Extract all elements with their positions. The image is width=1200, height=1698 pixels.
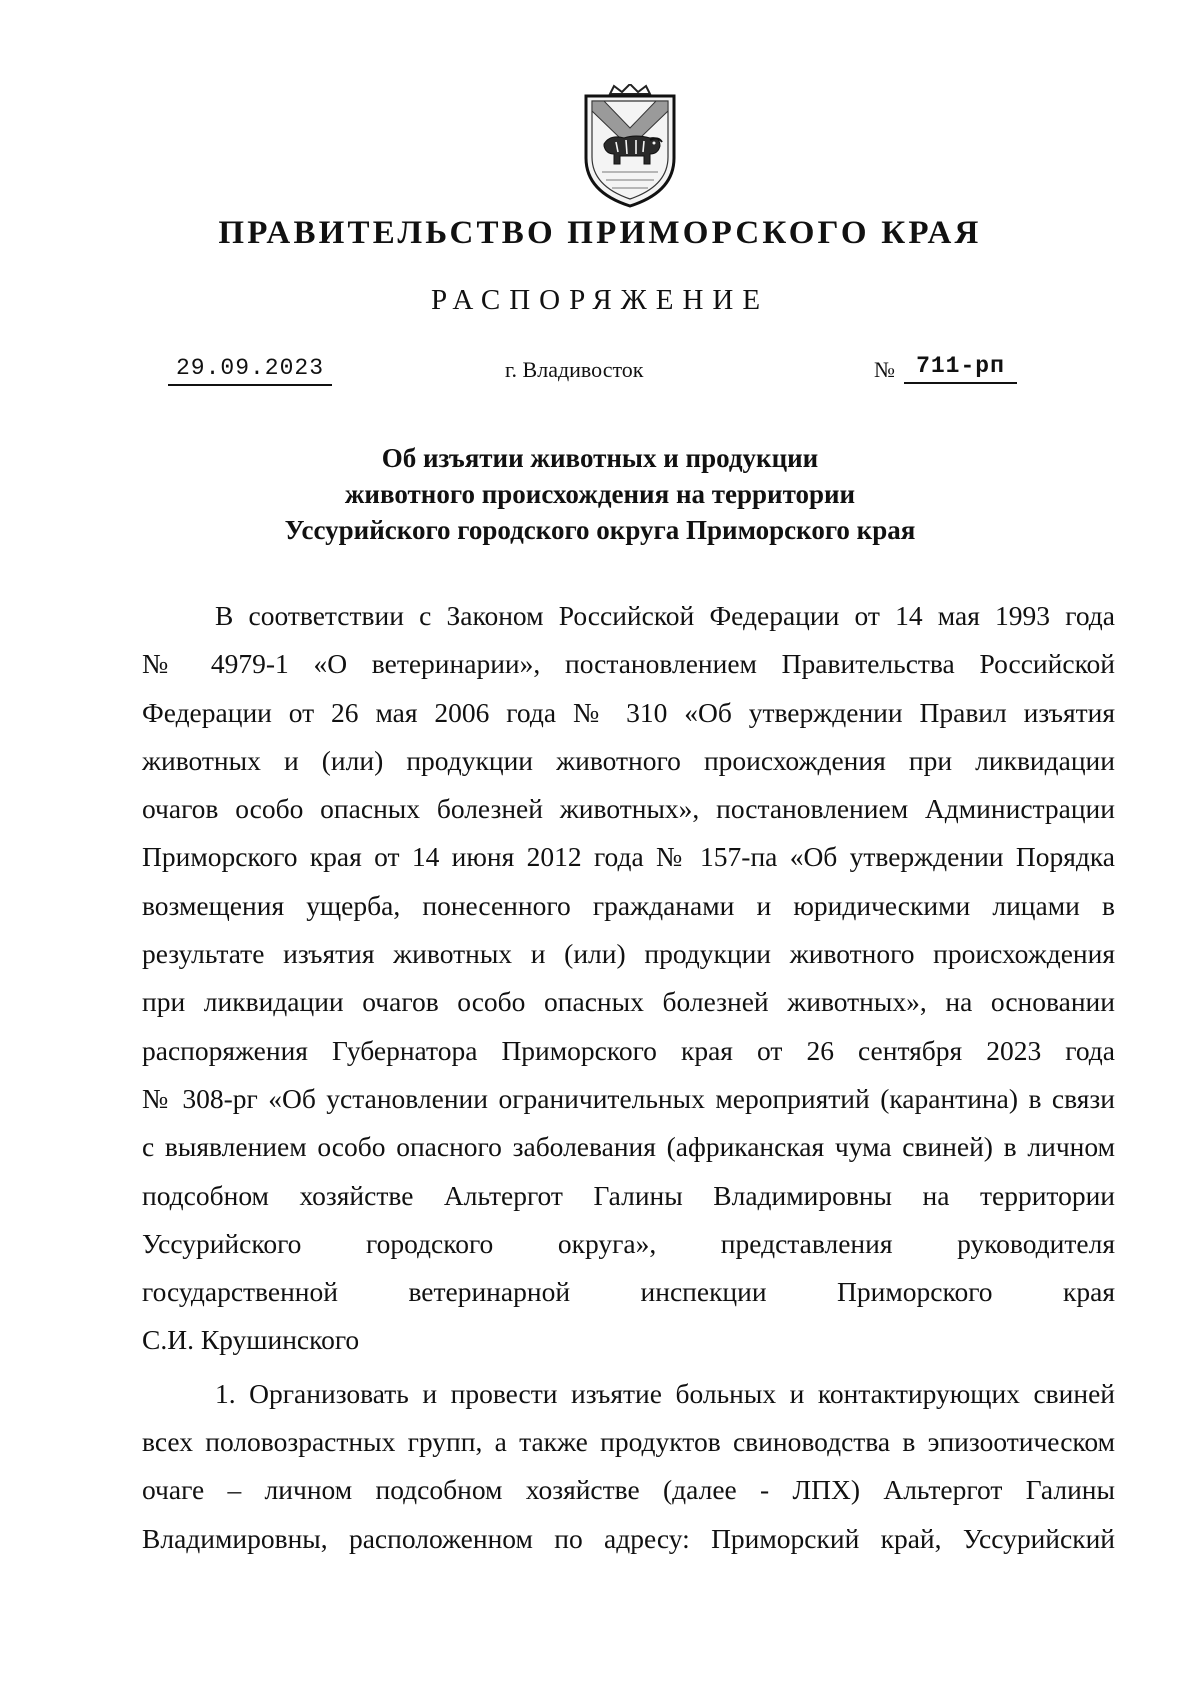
title-line: Об изъятии животных и продукции <box>381 443 819 473</box>
document-type: РАСПОРЯЖЕНИЕ <box>430 284 770 316</box>
document-city: г. Владивосток <box>505 357 644 382</box>
item-1-paragraph <box>142 1370 1115 1563</box>
title-line: Уссурийского городского округа Приморского края <box>284 515 916 545</box>
coat-of-arms-emblem <box>580 84 680 208</box>
body-line: при ликвидации очагов особо опасных болезней животных», на основании <box>142 986 1115 1018</box>
body-line: животных и (или) продукции животного происхождения при ликвидации <box>142 744 1115 776</box>
body-line: результате изъятия животных и (или) продукции животного происхождения <box>142 938 1115 970</box>
preamble-paragraph <box>142 592 1115 1365</box>
body-line: Владимировны, расположенном по адресу: Приморский край, Уссурийский <box>142 1522 1115 1554</box>
document-number: 711-рп <box>904 352 1017 384</box>
organization-name: ПРАВИТЕЛЬСТВО ПРИМОРСКОГО КРАЯ <box>218 215 982 251</box>
body-line: подсобном хозяйстве Альтергот Галины Владимировны на территории <box>142 1179 1115 1211</box>
body-line: № 308-рг «Об установлении ограничительных мероприятий (карантина) в связи <box>142 1082 1115 1114</box>
body-line: с выявлением особо опасного заболевания (африканская чума свиней) в личном <box>142 1131 1115 1163</box>
body-line: Федерации от 26 мая 2006 года № 310 «Об утверждении Правил изъятия <box>142 696 1115 728</box>
body-line: распоряжения Губернатора Приморского края от 26 сентября 2023 года <box>142 1034 1115 1066</box>
primorsky-krai-coat-of-arms-icon <box>580 84 680 208</box>
document-number-sign: № <box>874 357 895 382</box>
body-line: 1. Организовать и провести изъятие больных и контактирующих свиней <box>215 1377 1115 1409</box>
body-line: государственной ветеринарной инспекции Приморского края <box>142 1276 1115 1308</box>
body-line: С.И. Крушинского <box>142 1324 360 1356</box>
body-line: возмещения ущерба, понесенного гражданами и юридическими лицами в <box>142 889 1115 921</box>
body-line: очагов особо опасных болезней животных», постановлением Администрации <box>142 793 1115 825</box>
body-line: Уссурийского городского округа», представления руководителя <box>142 1227 1115 1259</box>
body-line: В соответствии с Законом Российской Федерации от 14 мая 1993 года <box>215 600 1115 631</box>
body-line: Приморского края от 14 июня 2012 года № 157-па «Об утверждении Порядка <box>142 841 1115 873</box>
document-body <box>142 592 1115 1563</box>
body-line: очаге – личном подсобном хозяйстве (далее - ЛПХ) Альтергот Галины <box>142 1474 1115 1506</box>
document-title <box>0 440 1200 548</box>
body-line: № 4979-1 «О ветеринарии», постановлением Правительства Российской <box>142 648 1115 680</box>
body-line: всех половозрастных групп, а также продуктов свиноводства в эпизоотическом <box>142 1426 1115 1458</box>
document-date: 29.09.2023 <box>168 354 332 386</box>
title-line: животного происхождения на территории <box>344 479 856 509</box>
